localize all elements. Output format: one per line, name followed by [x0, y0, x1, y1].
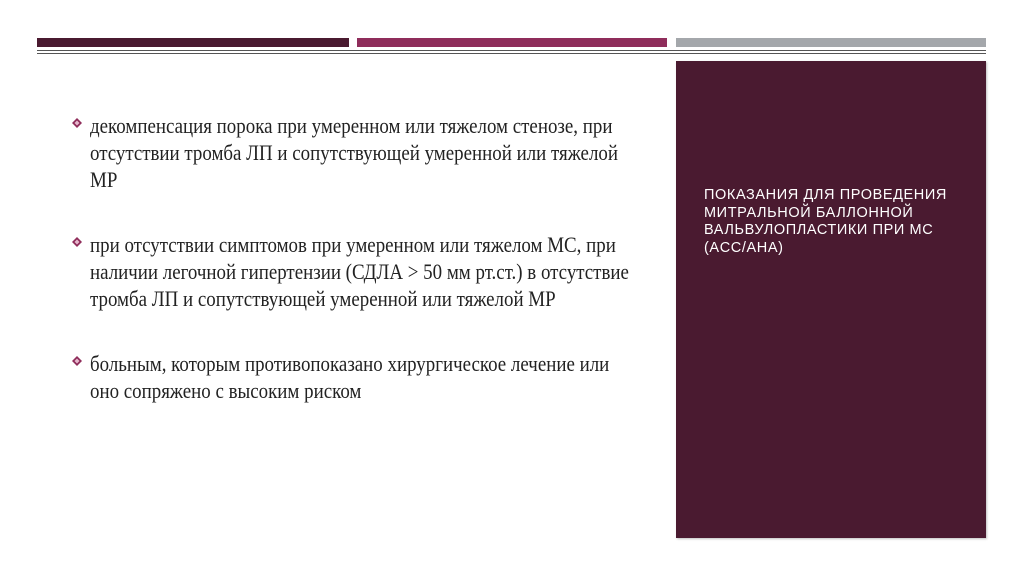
bullet-list: [72, 112, 632, 442]
diamond-bullet-icon: [72, 237, 82, 247]
bullet-item: [72, 231, 632, 312]
bullet-text: больным, которым противопоказано хирургическое лечение или оно сопряжено с высоким риском: [90, 351, 610, 403]
slide-title: ПОКАЗАНИЯ ДЛЯ ПРОВЕДЕНИЯ МИТРАЛЬНОЙ БАЛЛОННОЙ ВАЛЬВУЛОПЛАСТИКИ ПРИ МС (ACC/AHA): [704, 187, 947, 256]
bullet-item: [72, 350, 632, 404]
bullet-item: [72, 112, 632, 193]
header-divider-line: [37, 50, 986, 51]
header-divider-line: [37, 53, 986, 54]
diamond-bullet-icon: [72, 356, 82, 366]
top-accent-bar-magenta: [357, 38, 667, 47]
title-panel: [676, 61, 986, 538]
bullet-text: при отсутствии симптомов при умеренном или тяжелом МС, при наличии легочной гипертензии (СДЛА > 50 мм рт.ст.) в отсутствие тромба ЛП и сопутствующей умеренной или тяжелой МР: [90, 232, 629, 311]
top-accent-bar-dark: [37, 38, 349, 47]
top-accent-bar-gray: [676, 38, 986, 47]
diamond-bullet-icon: [72, 118, 82, 128]
bullet-text: декомпенсация порока при умеренном или тяжелом стенозе, при отсутствии тромба ЛП и сопутствующей умеренной или тяжелой МР: [90, 113, 618, 192]
